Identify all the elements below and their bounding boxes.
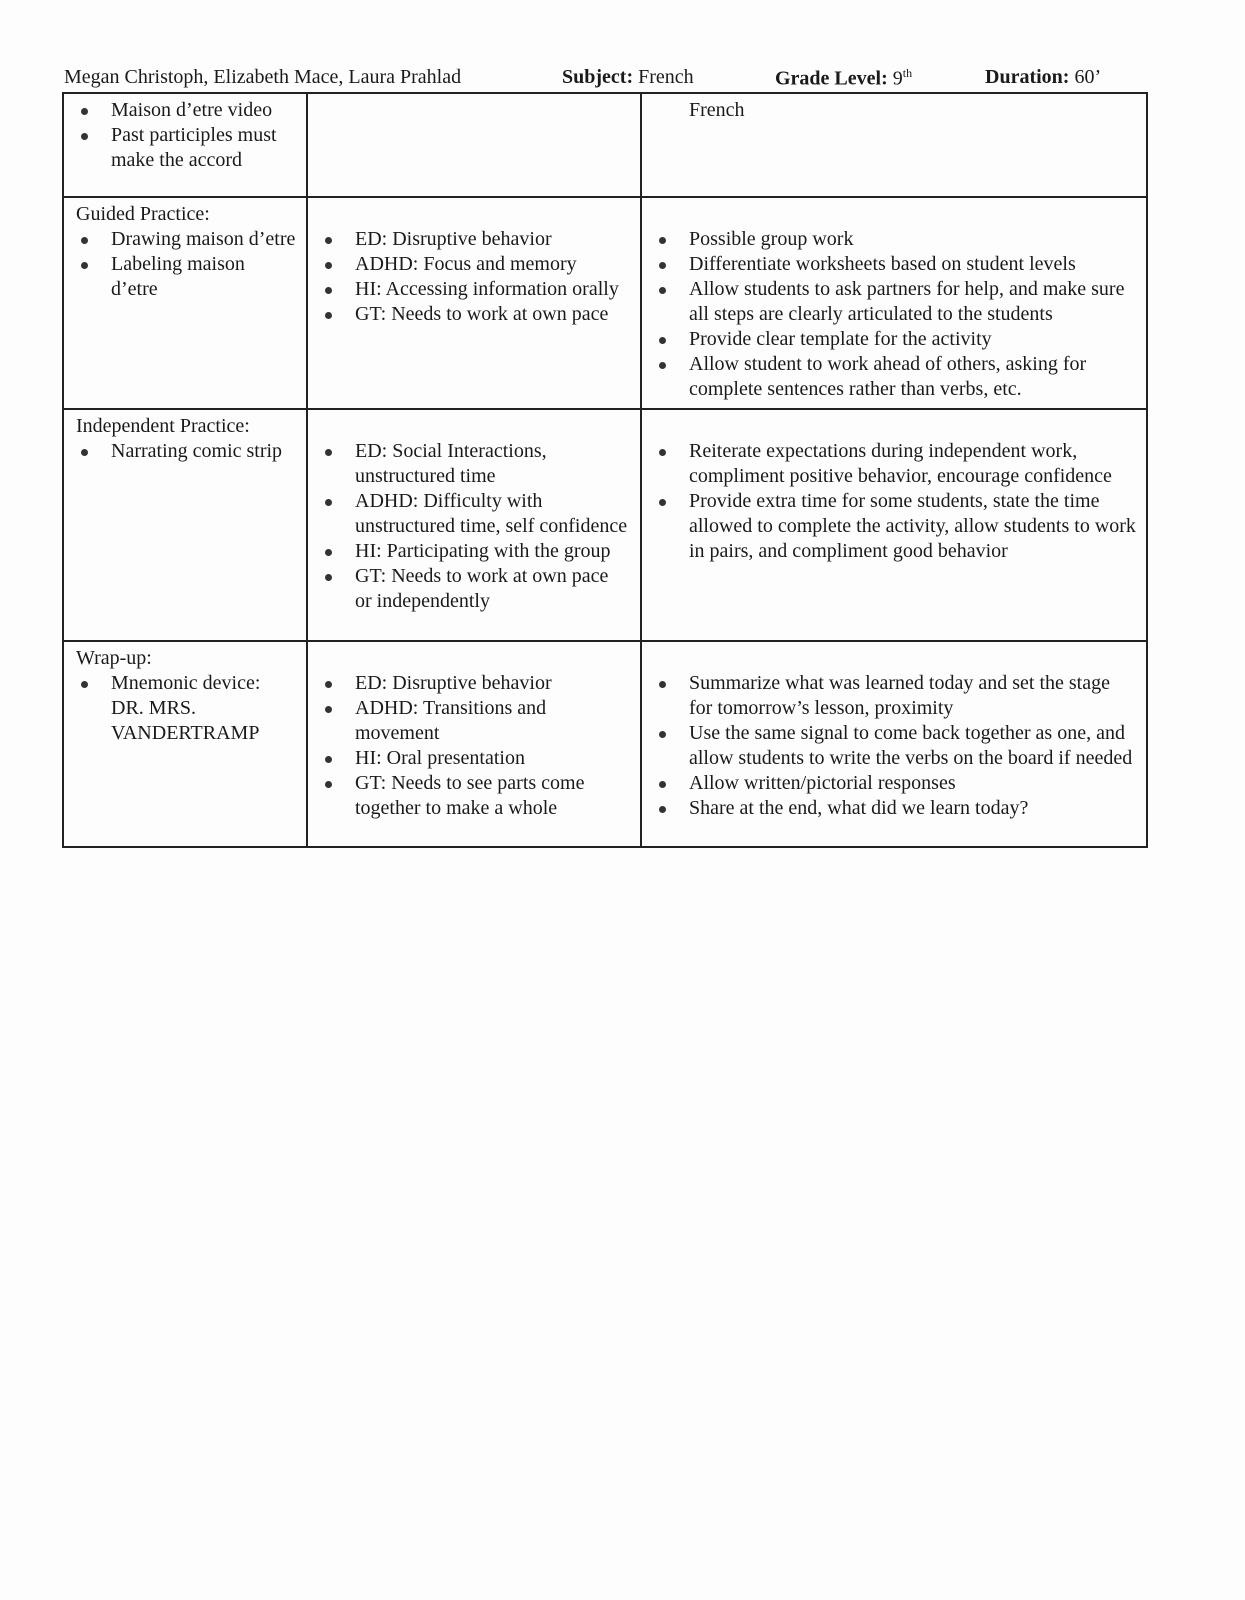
list-item: Mnemonic device: DR. MRS. VANDERTRAMP <box>76 671 296 746</box>
cell-col3 <box>641 93 1147 197</box>
list-item: Reiterate expectations during independent work, compliment positive behavior, encourage confidence <box>654 439 1136 489</box>
col3-list <box>654 227 1136 402</box>
list-item: ADHD: Focus and memory <box>320 252 630 277</box>
list-item: Allow students to ask partners for help, and make sure all steps are clearly articulated to the students <box>654 277 1136 327</box>
cell-col3 <box>641 197 1147 409</box>
table-row <box>63 641 1147 847</box>
list-item: Possible group work <box>654 227 1136 252</box>
cell-col2 <box>307 93 641 197</box>
col2-list <box>320 439 630 614</box>
subject-note: French <box>689 99 745 121</box>
col3-list <box>654 671 1136 821</box>
cell-col1 <box>63 197 307 409</box>
list-item: ED: Disruptive behavior <box>320 227 630 252</box>
list-item: GT: Needs to see parts come together to make a whole <box>320 771 630 821</box>
cell-col2 <box>307 641 641 847</box>
cell-col3 <box>641 641 1147 847</box>
list-item: Use the same signal to come back together as one, and allow students to write the verbs on the board if needed <box>654 721 1136 771</box>
section-heading: Independent Practice: <box>76 415 250 437</box>
list-item: Provide clear template for the activity <box>654 327 1136 352</box>
table-row <box>63 409 1147 641</box>
col2-list <box>320 227 630 327</box>
list-item: ADHD: Transitions and movement <box>320 696 630 746</box>
list-item: GT: Needs to work at own pace or independently <box>320 564 630 614</box>
list-item: Past participles must make the accord <box>76 123 296 173</box>
list-item: ED: Disruptive behavior <box>320 671 630 696</box>
subject: Subject: French <box>562 66 694 88</box>
col1-list <box>76 227 296 302</box>
list-item: ADHD: Difficulty with unstructured time, self confidence <box>320 489 630 539</box>
list-item: Maison d’etre video <box>76 98 296 123</box>
col1-list <box>76 439 296 464</box>
list-item: Provide extra time for some students, state the time allowed to complete the activity, allow students to work in pairs, and compliment good behavior <box>654 489 1136 564</box>
cell-col1 <box>63 641 307 847</box>
cell-col2 <box>307 409 641 641</box>
list-item: Differentiate worksheets based on student levels <box>654 252 1136 277</box>
section-heading: Guided Practice: <box>76 203 210 225</box>
authors: Megan Christoph, Elizabeth Mace, Laura Prahlad <box>64 66 462 88</box>
list-item: Labeling maison d’etre <box>76 252 296 302</box>
col1-list <box>76 98 296 173</box>
cell-col2 <box>307 197 641 409</box>
cell-col1 <box>63 93 307 197</box>
list-item: Allow student to work ahead of others, asking for complete sentences rather than verbs, etc. <box>654 352 1136 402</box>
list-item: HI: Oral presentation <box>320 746 630 771</box>
list-item: HI: Participating with the group <box>320 539 630 564</box>
section-heading: Wrap-up: <box>76 647 152 669</box>
col2-list <box>320 671 630 821</box>
list-item: Share at the end, what did we learn today? <box>654 796 1136 821</box>
list-item: HI: Accessing information orally <box>320 277 630 302</box>
grade-level: Grade Level: 9th <box>775 66 913 90</box>
list-item: Allow written/pictorial responses <box>654 771 1136 796</box>
table-row <box>63 197 1147 409</box>
list-item: Narrating comic strip <box>76 439 296 464</box>
list-item: Drawing maison d’etre <box>76 227 296 252</box>
col1-list <box>76 671 296 746</box>
lesson-plan-table <box>62 92 1148 848</box>
list-item: Summarize what was learned today and set the stage for tomorrow’s lesson, proximity <box>654 671 1136 721</box>
col3-list <box>654 439 1136 564</box>
cell-col3 <box>641 409 1147 641</box>
list-item: GT: Needs to work at own pace <box>320 302 630 327</box>
table-row <box>63 93 1147 197</box>
cell-col1 <box>63 409 307 641</box>
duration: Duration: 60’ <box>985 66 1102 88</box>
list-item: ED: Social Interactions, unstructured time <box>320 439 630 489</box>
